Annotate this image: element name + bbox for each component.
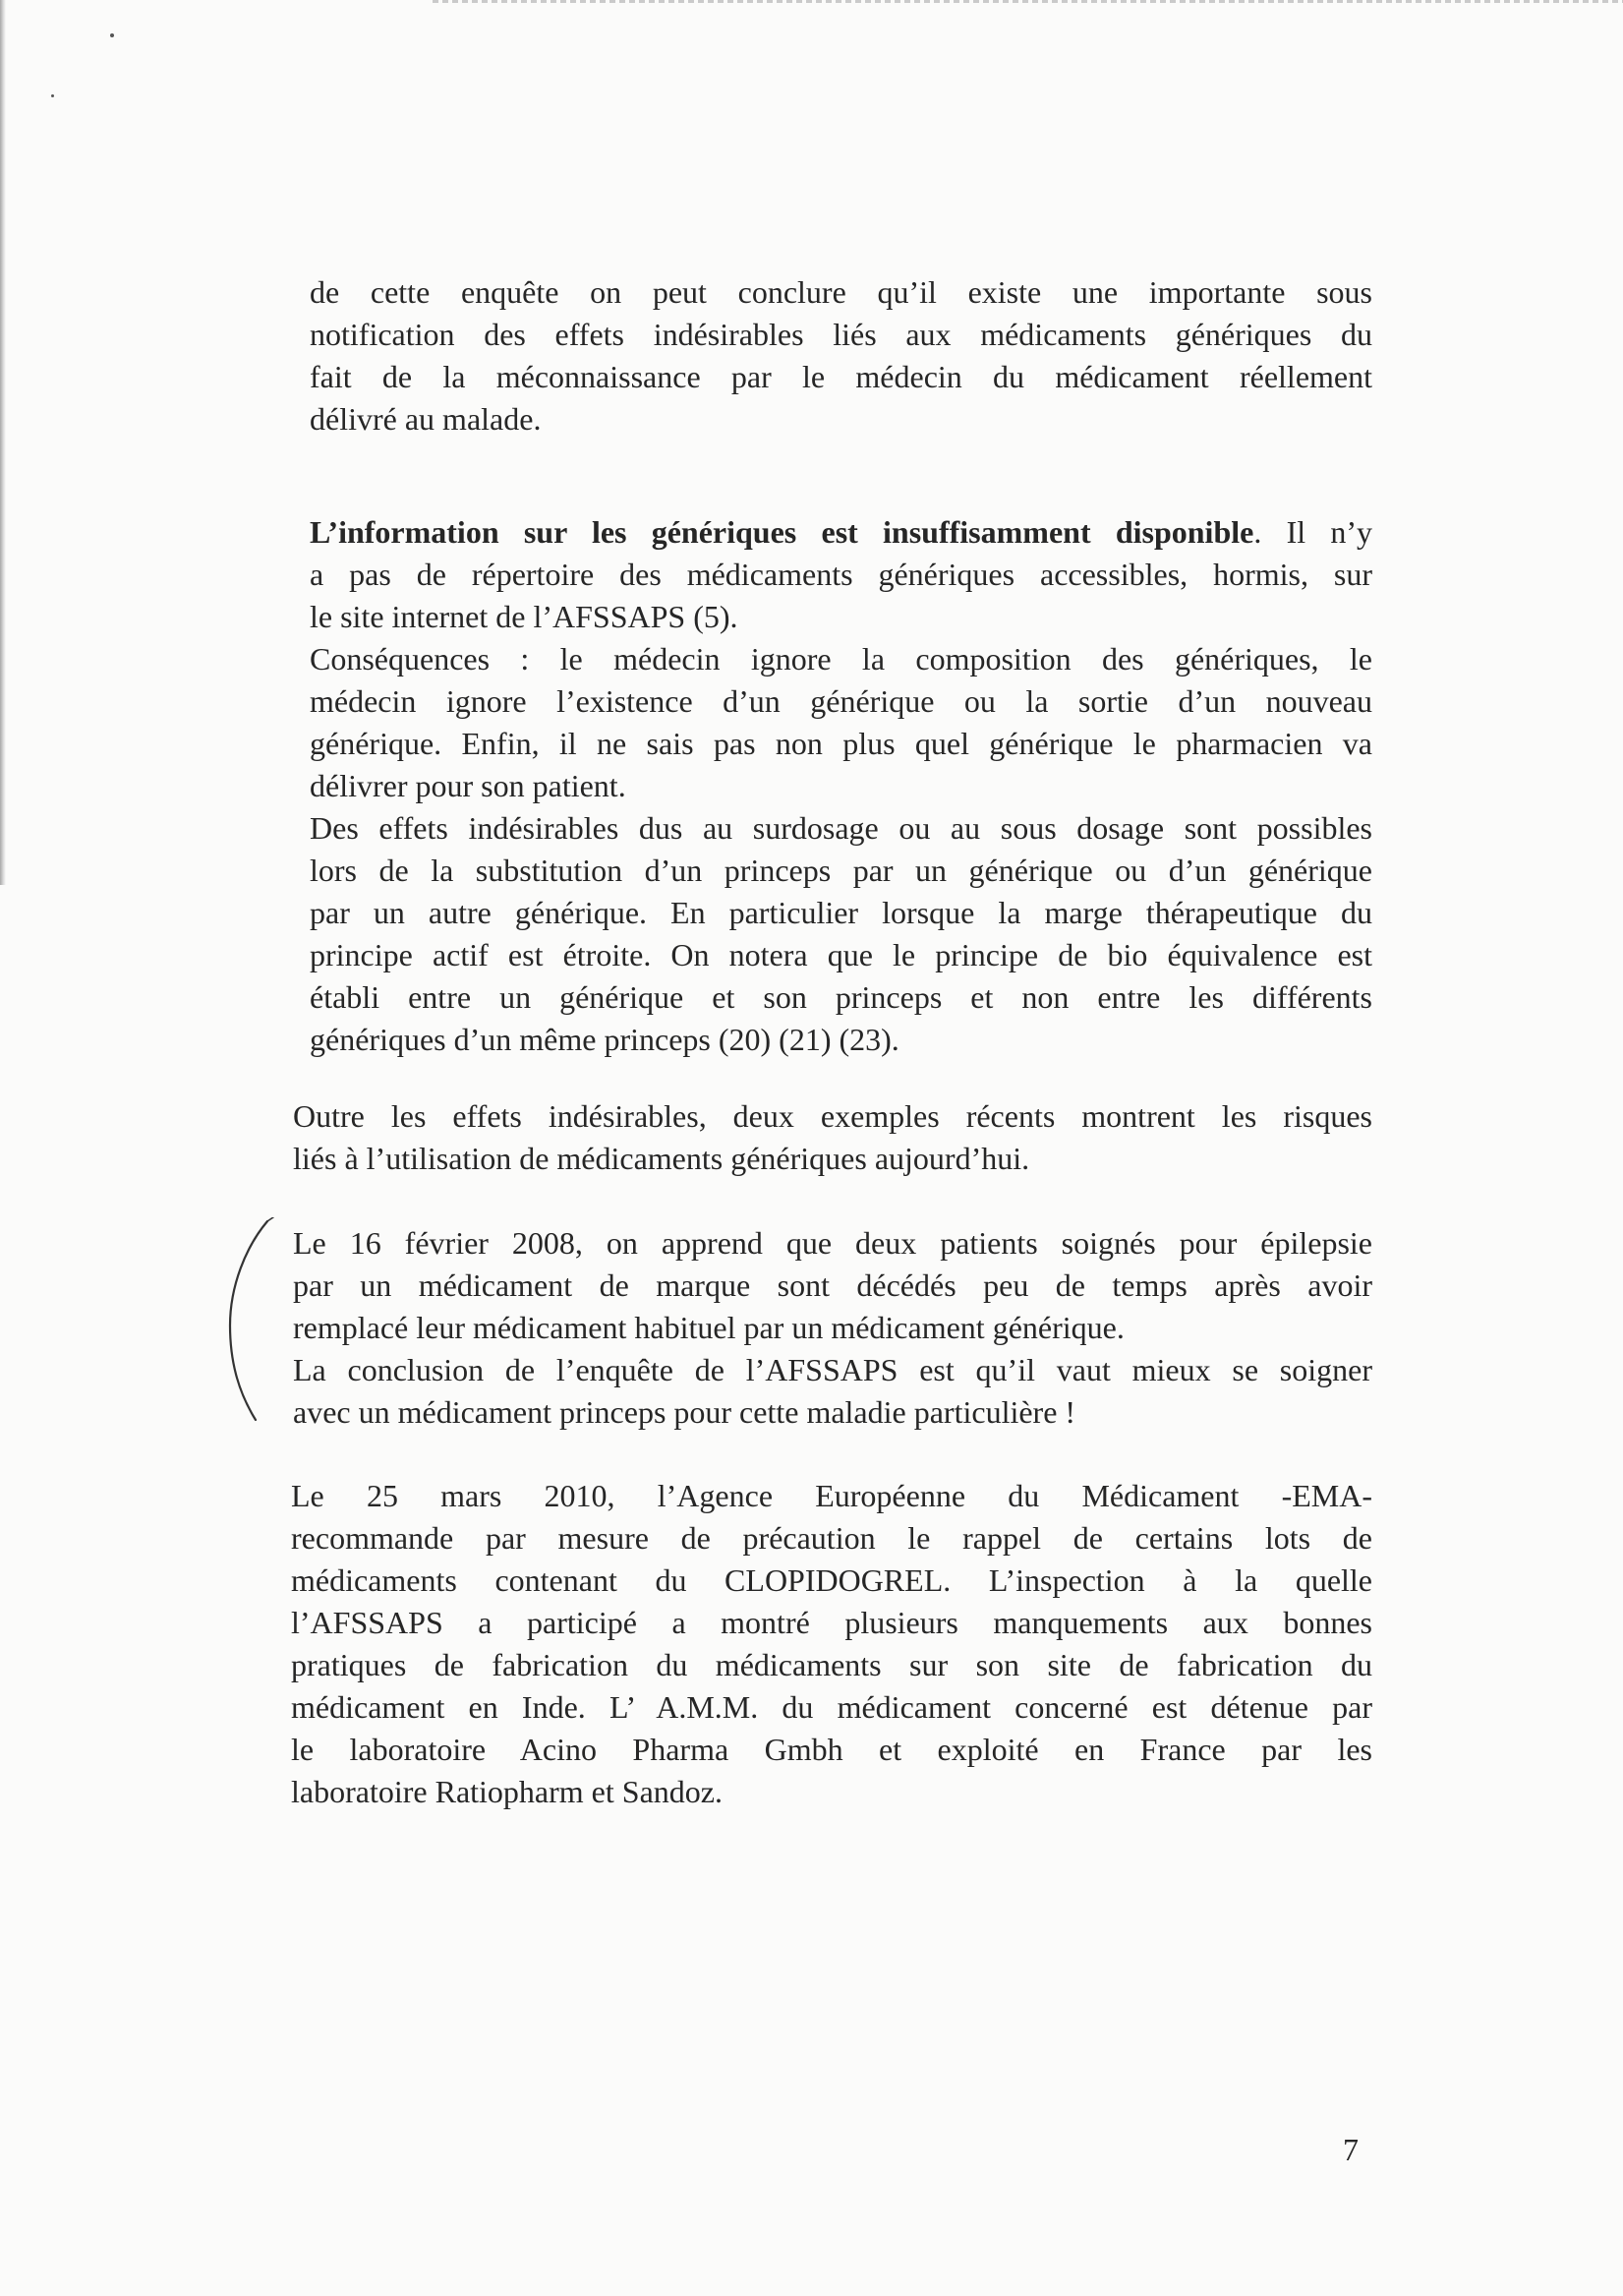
paragraph-consequences (310, 638, 1372, 807)
text-line: génériques d’un même princeps (20) (21) (23). (310, 1022, 899, 1057)
paragraph-clopidogrel-case (291, 1475, 1372, 1813)
scan-edge-shadow (0, 0, 6, 885)
heading-tail: . Il n’y (1253, 514, 1372, 550)
text-line: établi entre un générique et son princeps et non entre les différents (310, 979, 1372, 1015)
text-line: fait de la méconnaissance par le médecin du médicament réellement (310, 359, 1372, 394)
text-line: l’AFSSAPS a participé a montré plusieurs manquements aux bonnes (291, 1605, 1372, 1640)
text-line: le laboratoire Acino Pharma Gmbh et exploité en France par les (291, 1732, 1372, 1767)
text-line: La conclusion de l’enquête de l’AFSSAPS est qu’il vaut mieux se soigner (293, 1352, 1372, 1387)
text-line: pratiques de fabrication du médicaments sur son site de fabrication du (291, 1647, 1372, 1682)
text-line: Conséquences : le médecin ignore la composition des génériques, le (310, 641, 1372, 677)
text-line: Des effets indésirables dus au surdosage ou au sous dosage sont possibles (310, 810, 1372, 846)
paragraph-epilepsy-case (293, 1222, 1372, 1434)
paragraph-conclusion (310, 271, 1372, 441)
page-number: 7 (1343, 2132, 1359, 2167)
section-heading: L’information sur les génériques est insuffisamment disponible (310, 514, 1254, 550)
text-line: le site internet de l’AFSSAPS (5). (310, 599, 738, 634)
text-line: recommande par mesure de précaution le rappel de certains lots de (291, 1520, 1372, 1556)
text-line: par un médicament de marque sont décédés peu de temps après avoir (293, 1267, 1372, 1303)
paragraph-information (310, 511, 1372, 638)
text-line: par un autre générique. En particulier lorsque la marge thérapeutique du (310, 895, 1372, 930)
scan-speck (110, 33, 114, 37)
text-line (310, 511, 1372, 554)
text-line: liés à l’utilisation de médicaments génériques aujourd’hui. (293, 1141, 1030, 1176)
text-line: laboratoire Ratiopharm et Sandoz. (291, 1774, 723, 1809)
text-line: médecin ignore l’existence d’un générique ou la sortie d’un nouveau (310, 683, 1372, 719)
text-line: Le 16 février 2008, on apprend que deux patients soignés pour épilepsie (293, 1225, 1372, 1261)
text-line: a pas de répertoire des médicaments génériques accessibles, hormis, sur (310, 557, 1372, 592)
text-line: Outre les effets indésirables, deux exemples récents montrent les risques (293, 1098, 1372, 1134)
handwritten-bracket (216, 1217, 285, 1424)
scan-edge-top (433, 0, 1623, 3)
paragraph-examples-intro (293, 1095, 1372, 1180)
text-line: remplacé leur médicament habituel par un médicament générique. (293, 1310, 1125, 1345)
scan-speck (51, 94, 54, 97)
text-line: Le 25 mars 2010, l’Agence Européenne du Médicament -EMA- (291, 1478, 1372, 1513)
paragraph-side-effects (310, 807, 1372, 1061)
text-line: avec un médicament princeps pour cette maladie particulière ! (293, 1394, 1076, 1430)
text-line: notification des effets indésirables liés aux médicaments génériques du (310, 317, 1372, 352)
text-line: lors de la substitution d’un princeps par un générique ou d’un générique (310, 853, 1372, 888)
text-line: médicaments contenant du CLOPIDOGREL. L’inspection à la quelle (291, 1562, 1372, 1598)
text-line: délivrer pour son patient. (310, 768, 626, 803)
text-line: générique. Enfin, il ne sais pas non plus quel générique le pharmacien va (310, 726, 1372, 761)
text-line: médicament en Inde. L’ A.M.M. du médicament concerné est détenue par (291, 1689, 1372, 1725)
text-line: délivré au malade. (310, 401, 542, 437)
text-line: principe actif est étroite. On notera que le principe de bio équivalence est (310, 937, 1372, 972)
text-line: de cette enquête on peut conclure qu’il existe une importante sous (310, 274, 1372, 310)
